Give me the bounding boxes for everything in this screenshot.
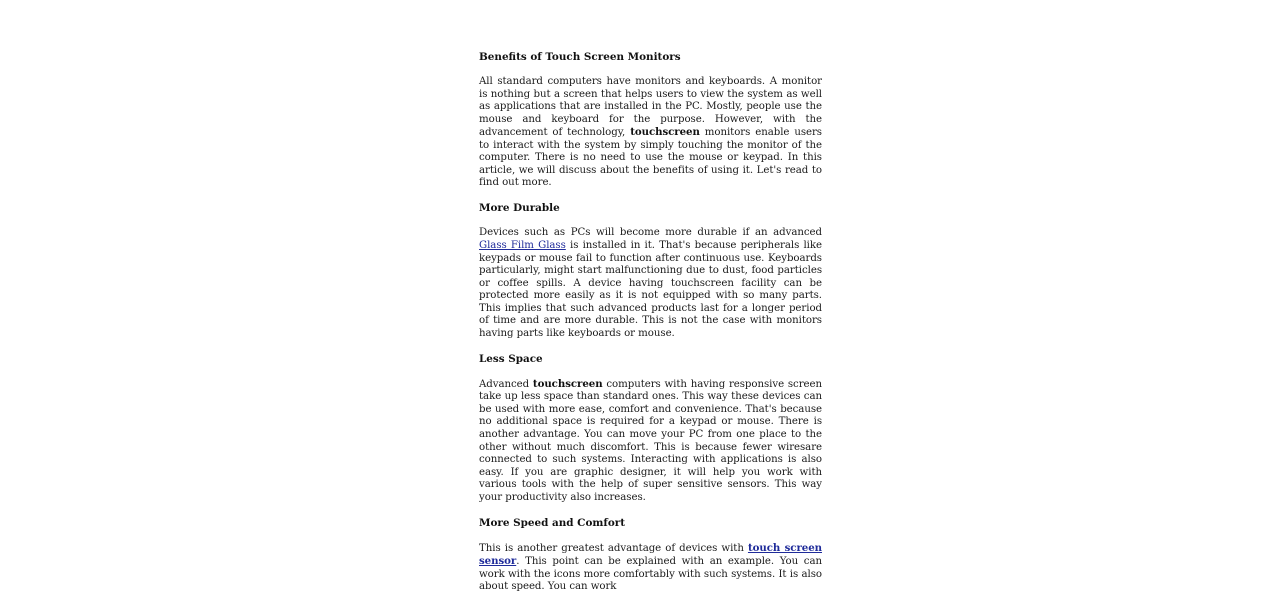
durable-heading: More Durable [479, 202, 560, 215]
space-text-1: Advanced [479, 378, 533, 390]
intro-text-1: All standard computers have monitors and keyboards. A monitor is nothing but a screen that helps users to view the system as well as applications that are installed in the PC. Mostly, people use the mouse and keyboard for the purpose. However, with the advancement of technology, [479, 76, 822, 139]
intro-text-2: monitors enable users to interact with the system by simply touching the monitor of the computer. There is no need to use the mouse or keypad. In this article, we will discuss about the benefits of using it. Let's read to find out more. [479, 127, 822, 189]
intro-bold-term: touchscreen [630, 126, 700, 139]
touch-screen-sensor-link[interactable]: touch screen sensor [479, 541, 822, 568]
intro-paragraph [479, 76, 822, 190]
durable-text-2: is installed in it. That's because peripherals like keypads or mouse fail to function after continuous use. Keyboards particularly, might start malfunctioning due to dust, food particles or coffee spills. A device having touchscreen facility can be protected more easily as it is not equipped with so many parts. This implies that such advanced products last for a longer period of time and are more durable. This is not the case with monitors having parts like keyboards or mouse. [479, 239, 822, 339]
speed-text-2: . This point can be explained with an example. You can work with the icons more comfortably with such systems. It is also about speed. You can work [479, 556, 822, 593]
durable-text-1: Devices such as PCs will become more durable if an advanced [479, 227, 822, 239]
space-bold-term: touchscreen [532, 377, 603, 390]
speed-heading: More Speed and Comfort [479, 516, 626, 529]
document-page [479, 51, 822, 607]
space-text-2: computers with having responsive screen take up less space than standard ones. This way these devices can be used with more ease, comfort and convenience. That's because no additional space is required for a keypad or mouse. There is another advantage. You can move your PC from one place to the other without much discomfort. This is because fewer wiresare connected to such systems. Interacting with applications is also easy. If you are graphic designer, it will help you work with various tools with the help of super sensitive sensors. This way your productivity also increases. [479, 378, 822, 503]
speed-paragraph [479, 542, 822, 594]
durable-paragraph [479, 227, 822, 340]
article-title: Benefits of Touch Screen Monitors [479, 51, 681, 63]
speed-text-1: This is another greatest advantage of devices with [479, 542, 748, 554]
space-heading: Less Space [479, 352, 543, 365]
space-paragraph [479, 378, 822, 504]
glass-film-link[interactable]: Glass Film Glass [479, 239, 566, 251]
